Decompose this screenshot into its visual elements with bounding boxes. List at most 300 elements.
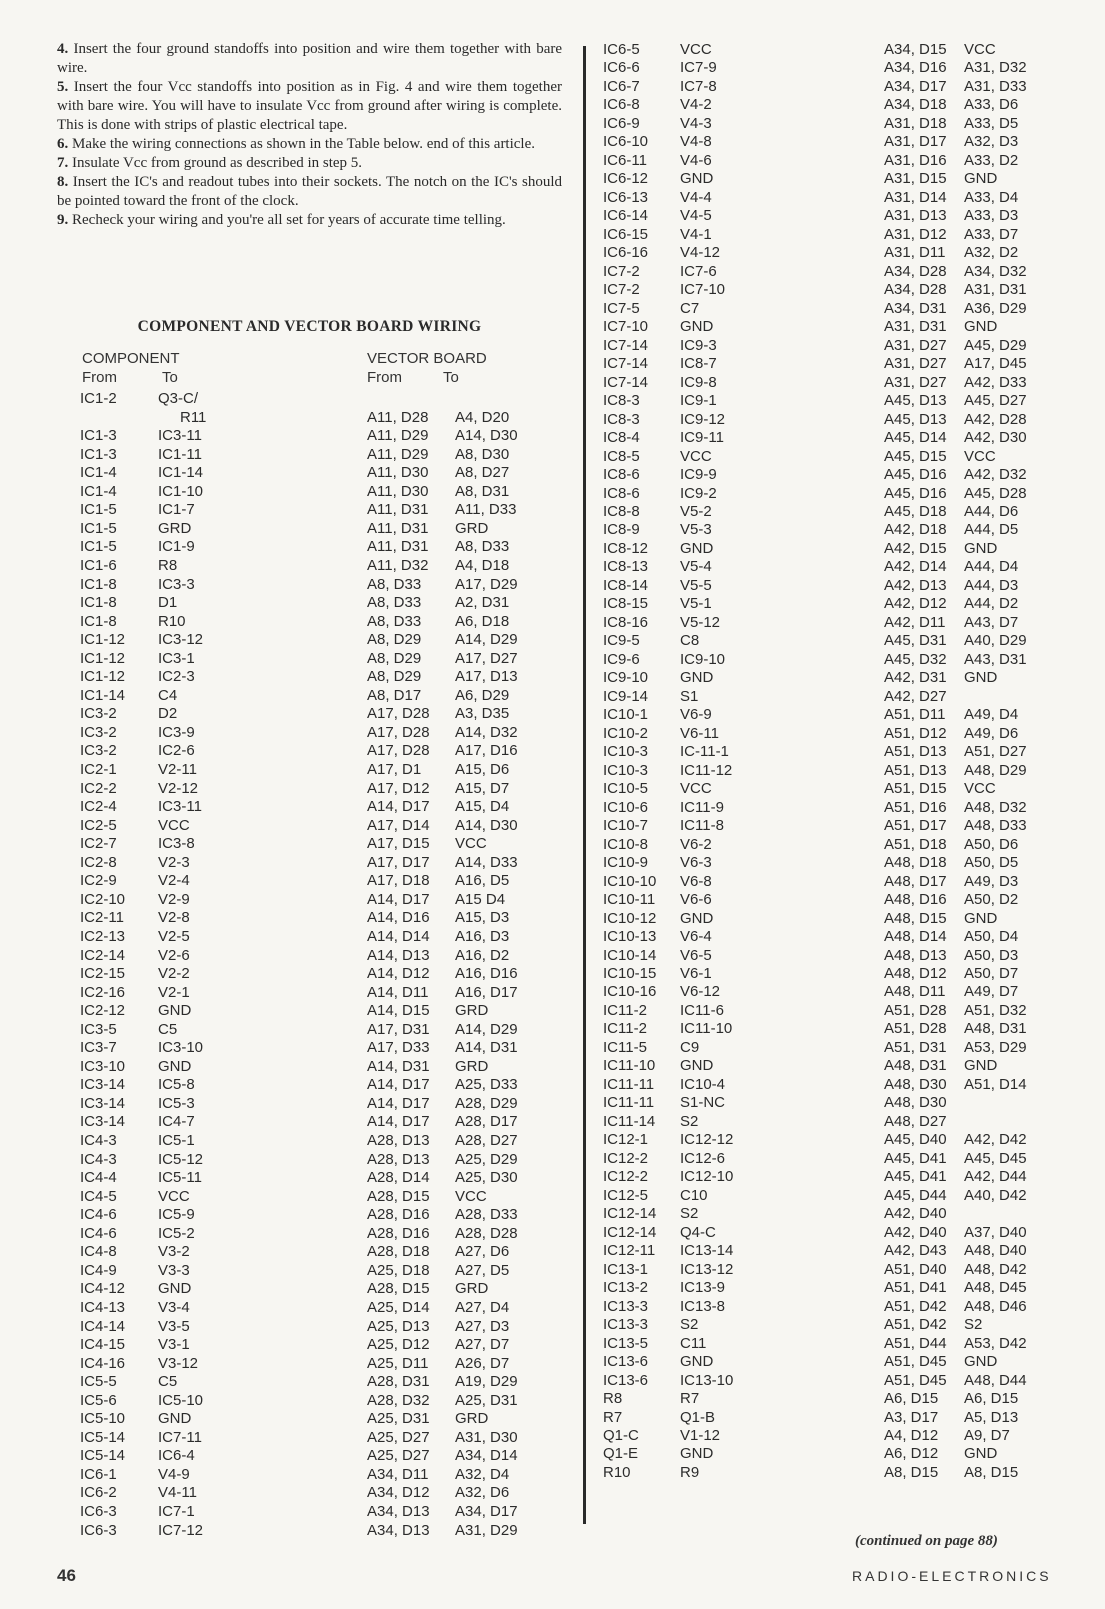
vector-to-cell: GND: [964, 1353, 998, 1371]
vector-to-cell: A16, D3: [455, 927, 510, 945]
vector-from-cell: A25, D14: [367, 1298, 430, 1316]
component-to-cell: GND: [680, 669, 714, 687]
component-to-cell: IC13-10: [680, 1371, 734, 1389]
component-to-cell: VCC: [680, 780, 712, 798]
vector-to-cell: GND: [964, 669, 998, 687]
table-title: COMPONENT AND VECTOR BOARD WIRING: [137, 318, 482, 335]
vector-from-cell: A48, D15: [884, 909, 947, 927]
component-from-cell: IC2-8: [80, 853, 117, 871]
vector-to-cell: A53, D42: [964, 1334, 1027, 1352]
component-from-cell: IC6-11: [603, 151, 647, 169]
component-from-cell: IC4-5: [80, 1187, 117, 1205]
component-from-cell: IC1-8: [80, 612, 117, 630]
component-to-cell: IC9-3: [680, 336, 717, 354]
vector-to-cell: A37, D40: [964, 1223, 1027, 1241]
component-to-cell: IC11-12: [680, 761, 733, 779]
vector-to-cell: VCC: [964, 780, 996, 798]
vector-from-cell: A42, D43: [884, 1242, 947, 1260]
component-to-cell: GND: [680, 1353, 714, 1371]
component-to-cell: V3-12: [158, 1354, 199, 1372]
vector-from-cell: A34, D28: [884, 281, 947, 299]
vector-from-cell: A42, D31: [884, 669, 947, 687]
vector-from-cell: A48, D17: [884, 872, 947, 890]
component-from-cell: IC6-15: [603, 225, 649, 243]
vector-from-cell: A17, D14: [367, 816, 430, 834]
component-to-cell: C7: [680, 299, 700, 317]
component-from-cell: IC2-9: [80, 872, 117, 890]
component-to-cell: V6-8: [680, 872, 712, 890]
vector-to-cell: A34, D14: [455, 1447, 518, 1465]
component-from-cell: IC4-16: [80, 1354, 126, 1372]
vector-from-cell: A42, D14: [884, 558, 947, 576]
component-from-cell: IC7-14: [603, 373, 649, 391]
component-from-cell: IC10-16: [603, 983, 657, 1001]
vector-to-cell: A17, D27: [455, 649, 518, 667]
vector-to-cell: A36, D29: [964, 299, 1027, 317]
component-to-cell: IC9-12: [680, 410, 726, 428]
component-to-cell: IC5-12: [158, 1150, 204, 1168]
component-from-cell: IC13-6: [603, 1353, 649, 1371]
component-from-cell: IC12-11: [603, 1242, 656, 1260]
component-from-cell: IC13-2: [603, 1279, 649, 1297]
vector-to-cell: A4, D18: [455, 556, 510, 574]
vector-to-cell: A32, D3: [964, 133, 1019, 151]
component-to-cell: IC7-8: [680, 77, 717, 95]
vector-from-cell: A48, D16: [884, 891, 947, 909]
component-from-cell: IC2-16: [80, 983, 126, 1001]
component-to-cell: IC3-1: [158, 649, 195, 667]
component-from-cell: IC2-14: [80, 946, 126, 964]
component-from-cell: IC1-5: [80, 538, 117, 556]
vector-to-cell: A32, D4: [455, 1465, 510, 1483]
vector-from-cell: A11, D31: [367, 538, 429, 556]
vector-to-cell: A14, D30: [455, 816, 518, 834]
component-to-cell: IC5-1: [158, 1132, 195, 1149]
component-to-cell: IC3-3: [158, 575, 195, 593]
component-to-cell: C8: [680, 632, 700, 650]
component-from-cell: IC9-6: [603, 650, 640, 668]
vector-to-cell: A27, D3: [455, 1317, 510, 1335]
component-from-cell: IC8-6: [603, 466, 640, 484]
component-from-cell: IC10-13: [603, 928, 657, 946]
component-from-cell: IC3-5: [80, 1020, 117, 1038]
vector-from-cell: A42, D11: [884, 613, 946, 631]
vector-to-cell: A43, D31: [964, 650, 1027, 668]
step-6: 6. Make the wiring connections as shown in the Table below. end of this article.: [57, 136, 536, 152]
component-from-cell: IC13-5: [603, 1334, 649, 1352]
component-to-cell: IC5-11: [158, 1169, 202, 1187]
component-from-cell: IC1-8: [80, 594, 117, 612]
vector-to-cell: A44, D3: [964, 576, 1019, 594]
vector-to-cell: A15, D7: [455, 779, 510, 797]
vector-to-cell: A42, D28: [964, 410, 1027, 428]
vector-from-cell: A34, D28: [884, 262, 947, 280]
component-to-cell: C9: [680, 1038, 700, 1056]
component-from-cell: IC4-13: [80, 1298, 126, 1316]
component-to-cell: Q1-B: [680, 1408, 716, 1426]
vector-from-cell: A25, D12: [367, 1336, 430, 1354]
vector-to-cell: A45, D29: [964, 336, 1027, 354]
component-from-cell: IC13-3: [603, 1316, 649, 1334]
vector-to-cell: A2, D31: [455, 594, 510, 612]
component-to-cell: IC12-12: [680, 1131, 734, 1149]
component-from-cell: IC4-4: [80, 1169, 117, 1187]
vector-from-cell: A31, D11: [884, 244, 946, 262]
component-to-cell: IC1-7: [158, 501, 195, 519]
component-from-cell: IC10-9: [603, 854, 649, 872]
component-from-cell: IC5-10: [80, 1410, 126, 1428]
component-to-cell: V2-8: [158, 909, 190, 927]
component-from-cell: IC6-5: [603, 41, 640, 58]
vector-from-cell: A51, D16: [884, 798, 947, 816]
vector-to-cell: A33, D4: [964, 188, 1019, 206]
component-to-cell: R8: [158, 556, 178, 574]
component-from-cell: Q1-E: [603, 1445, 639, 1463]
vector-to-cell: GRD: [455, 1057, 489, 1075]
vector-from-cell: A51, D31: [884, 1038, 947, 1056]
component-from-cell: IC6-3: [80, 1521, 117, 1539]
component-to-cell: V2-2: [158, 965, 190, 983]
component-from-cell: IC1-3: [80, 427, 117, 445]
component-to-cell: C5: [158, 1373, 178, 1391]
component-to-cell: V2-3: [158, 853, 190, 871]
vector-from-cell: A28, D18: [367, 1243, 430, 1261]
vector-to-cell: A6, D15: [964, 1390, 1019, 1408]
vector-from-cell: A14, D17: [367, 1076, 430, 1094]
vector-to-cell: A15, D6: [455, 761, 510, 778]
component-from-cell: IC7-14: [603, 355, 649, 373]
vector-to-cell: A31, D29: [455, 1521, 518, 1539]
vector-from-cell: A8, D17: [367, 686, 422, 704]
vector-from-cell: A31, D27: [884, 373, 947, 391]
component-from-cell: IC6-10: [603, 133, 649, 151]
vector-from-cell: A48, D30: [884, 1075, 947, 1093]
component-to-cell: IC7-6: [680, 262, 717, 280]
vector-to-cell: A44, D6: [964, 503, 1019, 520]
vector-from-cell: A17, D17: [367, 853, 430, 871]
vector-to-cell: A31, D33: [964, 77, 1027, 95]
component-from-cell: IC8-13: [603, 558, 649, 576]
vector-to-cell: A15, D4: [455, 798, 510, 816]
vector-to-cell: A28, D29: [455, 1094, 518, 1112]
vector-from-cell: A48, D30: [884, 1094, 947, 1112]
component-to-cell: IC5-3: [158, 1094, 195, 1112]
component-from-cell: IC7-2: [603, 281, 640, 299]
component-from-cell: IC1-2: [80, 390, 117, 407]
vector-from-cell: A14, D17: [367, 1113, 430, 1131]
component-from-cell: IC10-6: [603, 798, 649, 816]
component-from-cell: IC12-1: [603, 1131, 649, 1149]
vector-to-cell: A48, D32: [964, 798, 1027, 816]
vector-to-cell: A8, D33: [455, 538, 510, 556]
vector-from-cell: A14, D14: [367, 927, 430, 945]
vector-from-cell: A51, D28: [884, 1001, 947, 1019]
component-from-cell: IC6-9: [603, 114, 640, 132]
component-to-cell: V4-8: [680, 133, 712, 151]
vector-to-cell: A48, D33: [964, 817, 1027, 835]
component-from-cell: IC10-7: [603, 817, 649, 835]
component-from-cell: IC2-2: [80, 779, 117, 797]
vector-from-cell: A17, D15: [367, 835, 430, 853]
vector-from-cell: A45, D13: [884, 410, 947, 428]
component-from-cell: IC13-1: [603, 1260, 649, 1278]
component-to-cell: V6-3: [680, 854, 712, 872]
vector-from-cell: A48, D18: [884, 854, 947, 872]
component-to-cell: V4-11: [158, 1484, 197, 1502]
component-from-cell: IC4-8: [80, 1243, 117, 1261]
component-to-cell: IC13-9: [680, 1279, 726, 1297]
component-to-cell: V4-5: [680, 207, 712, 225]
vector-from-cell: A34, D15: [884, 41, 947, 58]
component-from-cell: IC8-6: [603, 484, 640, 502]
component-from-cell: IC10-15: [603, 965, 657, 982]
component-from-cell: IC6-2: [80, 1484, 117, 1502]
component-to-cell: GND: [680, 170, 714, 188]
vector-from-cell: A11, D29: [367, 445, 429, 463]
component-from-cell: IC11-14: [603, 1112, 656, 1130]
vector-to-cell: VCC: [964, 41, 996, 58]
component-to-cell: V4-3: [680, 114, 712, 132]
vector-to-cell: A32, D2: [964, 244, 1019, 262]
vector-to-cell: A50, D3: [964, 946, 1019, 964]
vector-to-cell: A4, D20: [455, 408, 510, 426]
vector-from-cell: A25, D18: [367, 1261, 430, 1279]
vector-from-cell: A51, D40: [884, 1260, 947, 1278]
vector-from-cell: A48, D12: [884, 965, 947, 982]
vector-from-cell: A14, D31: [367, 1057, 430, 1075]
vector-from-cell: A51, D45: [884, 1371, 947, 1389]
component-from-cell: IC5-6: [80, 1391, 117, 1409]
component-to-cell: V6-2: [680, 835, 712, 853]
vector-to-cell: A8, D15: [964, 1463, 1019, 1481]
vector-from-cell: A25, D13: [367, 1317, 430, 1335]
vector-from-cell: A8, D33: [367, 594, 422, 612]
component-from-cell: IC3-2: [80, 705, 117, 723]
component-from-cell: IC4-3: [80, 1150, 117, 1168]
vector-from-cell: A48, D11: [884, 983, 946, 1001]
component-from-cell: IC8-4: [603, 429, 640, 447]
component-to-cell: S1-NC: [680, 1094, 726, 1112]
vector-from-cell: A31, D27: [884, 336, 947, 354]
vector-from-cell: A45, D13: [884, 392, 947, 410]
component-to-cell: V2-12: [158, 779, 199, 797]
component-to-cell: V2-4: [158, 872, 190, 890]
component-to-cell: VCC: [680, 447, 712, 465]
vector-from-cell: A28, D16: [367, 1224, 430, 1242]
component-from-cell: IC3-14: [80, 1094, 126, 1112]
header-vector-to: To: [443, 369, 459, 386]
component-to-cell: C10: [680, 1186, 708, 1204]
component-to-cell: IC10-4: [680, 1075, 726, 1093]
vector-from-cell: A14, D17: [367, 1094, 430, 1112]
component-to-cell: GND: [680, 909, 714, 927]
component-from-cell: IC1-6: [80, 556, 117, 574]
vector-from-cell: A8, D29: [367, 649, 422, 667]
step-8: 8. Insert the IC's and readout tubes into their sockets. The notch on the IC's should be pointed toward the front of the clock.: [57, 174, 562, 209]
header-to: To: [162, 369, 178, 386]
vector-from-cell: A8, D29: [367, 668, 422, 686]
vector-to-cell: A14, D29: [455, 1020, 518, 1038]
vector-to-cell: A34, D32: [964, 262, 1027, 280]
vector-to-cell: GND: [964, 1057, 998, 1075]
page-number: 46: [57, 1566, 76, 1585]
component-from-cell: IC4-14: [80, 1317, 126, 1335]
vector-from-cell: A31, D13: [884, 207, 947, 225]
vector-from-cell: A17, D18: [367, 872, 430, 890]
component-from-cell: IC7-14: [603, 336, 649, 354]
component-to-cell: IC7-11: [158, 1428, 202, 1446]
vector-to-cell: A14, D33: [455, 853, 518, 871]
vector-to-cell: A25, D30: [455, 1169, 518, 1187]
vector-from-cell: A42, D40: [884, 1205, 947, 1223]
component-to-cell: V2-11: [158, 761, 197, 778]
component-from-cell: IC8-3: [603, 392, 640, 410]
component-from-cell: IC6-1: [80, 1465, 117, 1483]
vector-to-cell: A48, D44: [964, 1371, 1027, 1389]
vector-to-cell: A33, D5: [964, 114, 1019, 132]
component-to-cell: Q4-C: [680, 1223, 716, 1241]
step-4: 4. Insert the four ground standoffs into position and wire them together with bare wire.: [57, 41, 563, 76]
vector-to-cell: A16, D5: [455, 872, 510, 890]
vector-from-cell: A42, D12: [884, 595, 947, 613]
vector-to-cell: A31, D32: [964, 59, 1027, 77]
vector-to-cell: A50, D5: [964, 854, 1019, 872]
component-from-cell: IC8-9: [603, 521, 640, 539]
vector-to-cell: A28, D17: [455, 1113, 518, 1131]
vector-to-cell: A33, D7: [964, 225, 1019, 243]
component-to-cell: GND: [680, 318, 714, 336]
vector-from-cell: A14, D15: [367, 1002, 430, 1020]
vector-to-cell: GND: [964, 318, 998, 336]
component-to-cell: IC3-11: [158, 798, 202, 816]
component-from-cell: IC4-6: [80, 1224, 117, 1242]
vector-from-cell: A8, D29: [367, 631, 422, 649]
vector-from-cell: A28, D16: [367, 1206, 430, 1224]
vector-to-cell: A53, D29: [964, 1038, 1027, 1056]
component-to-cell: V2-1: [158, 983, 190, 1001]
component-to-cell: V5-4: [680, 558, 712, 576]
vector-from-cell: A45, D18: [884, 503, 947, 520]
vector-to-cell: A14, D30: [455, 427, 518, 445]
vector-to-cell: A31, D30: [455, 1428, 518, 1446]
component-to-cell: Q3-C/: [158, 390, 199, 407]
component-from-cell: IC1-3: [80, 445, 117, 463]
vector-from-cell: A51, D17: [884, 817, 947, 835]
component-from-cell: IC7-5: [603, 299, 640, 317]
vector-to-cell: A42, D32: [964, 466, 1027, 484]
component-from-cell: IC10-1: [603, 706, 649, 724]
vector-from-cell: A34, D18: [884, 96, 947, 114]
vector-to-cell: A3, D35: [455, 705, 510, 723]
component-from-cell: IC6-8: [603, 96, 640, 114]
component-to-cell: V4-2: [680, 96, 712, 114]
vector-to-cell: VCC: [455, 1187, 487, 1205]
component-from-cell: R8: [603, 1390, 623, 1408]
vector-to-cell: A25, D31: [455, 1391, 518, 1409]
vector-from-cell: A6, D15: [884, 1390, 939, 1408]
vector-to-cell: A28, D27: [455, 1132, 518, 1149]
component-from-cell: IC6-7: [603, 77, 640, 95]
component-to-cell: C4: [158, 686, 178, 704]
component-to-cell: IC9-11: [680, 429, 724, 447]
component-to-cell: V5-1: [680, 595, 712, 613]
component-from-cell: IC12-2: [603, 1168, 649, 1186]
component-from-cell: IC1-12: [80, 668, 126, 686]
vector-to-cell: A42, D33: [964, 373, 1027, 391]
vector-from-cell: A28, D15: [367, 1187, 430, 1205]
vector-to-cell: A49, D4: [964, 706, 1019, 724]
vector-from-cell: A31, D18: [884, 114, 947, 132]
component-to-cell: IC5-8: [158, 1076, 195, 1094]
component-from-cell: IC3-14: [80, 1076, 126, 1094]
component-from-cell: IC10-3: [603, 761, 649, 779]
component-from-cell: IC2-7: [80, 835, 117, 853]
component-to-cell: V4-6: [680, 151, 712, 169]
component-from-cell: IC8-12: [603, 539, 649, 557]
vector-to-cell: A25, D29: [455, 1150, 518, 1168]
vector-from-cell: A28, D14: [367, 1169, 430, 1187]
vector-from-cell: A48, D27: [884, 1112, 947, 1130]
component-to-cell: IC3-9: [158, 723, 195, 741]
vector-from-cell: A42, D40: [884, 1223, 947, 1241]
vector-to-cell: A51, D27: [964, 743, 1027, 761]
vector-from-cell: A48, D13: [884, 946, 947, 964]
vector-from-cell: A25, D27: [367, 1447, 430, 1465]
component-from-cell: IC10-2: [603, 724, 649, 742]
component-to-cell: V4-1: [680, 225, 712, 243]
component-to-cell: IC3-12: [158, 631, 204, 649]
component-to-cell: S1: [680, 687, 699, 705]
vector-to-cell: A50, D2: [964, 891, 1019, 909]
component-to-cell: C5: [158, 1020, 178, 1038]
component-from-cell: IC8-15: [603, 595, 649, 613]
vector-from-cell: A11, D28: [367, 408, 429, 426]
vector-from-cell: A34, D13: [367, 1503, 430, 1520]
component-to-cell: GND: [680, 1445, 714, 1463]
component-to-cell: IC1-10: [158, 482, 204, 500]
vector-from-cell: A51, D45: [884, 1353, 947, 1371]
vector-from-cell: A25, D31: [367, 1410, 430, 1428]
component-to-cell: V5-12: [680, 613, 721, 631]
vector-to-cell: A14, D32: [455, 723, 518, 741]
vector-from-cell: A42, D27: [884, 687, 947, 705]
vector-to-cell: A50, D6: [964, 835, 1019, 853]
vector-to-cell: A16, D16: [455, 965, 518, 983]
vector-from-cell: A11, D30: [367, 482, 429, 500]
component-from-cell: IC2-13: [80, 927, 126, 945]
component-to-cell: VCC: [158, 816, 190, 834]
step-7: 7. Insulate Vcc from ground as described in step 5.: [57, 155, 363, 171]
component-to-cell: GND: [158, 1280, 192, 1298]
vector-from-cell: A48, D14: [884, 928, 947, 946]
header-component: COMPONENT: [82, 350, 180, 367]
component-to-cell: V2-5: [158, 927, 190, 945]
component-from-cell: IC9-5: [603, 632, 640, 650]
vector-to-cell: A42, D30: [964, 429, 1027, 447]
component-from-cell: IC12-5: [603, 1186, 649, 1204]
component-from-cell: IC2-5: [80, 816, 117, 834]
component-from-cell: IC4-9: [80, 1261, 117, 1279]
vector-from-cell: A51, D13: [884, 743, 947, 761]
vector-from-cell: A51, D12: [884, 724, 947, 742]
component-from-cell: IC2-11: [80, 909, 124, 927]
vector-from-cell: A28, D31: [367, 1373, 430, 1391]
magazine-name: RADIO-ELECTRONICS: [852, 1568, 1052, 1584]
component-to-cell: VCC: [680, 41, 712, 58]
component-to-cell: V6-6: [680, 891, 712, 909]
vector-from-cell: A42, D18: [884, 521, 947, 539]
component-to-cell: IC9-10: [680, 650, 726, 668]
